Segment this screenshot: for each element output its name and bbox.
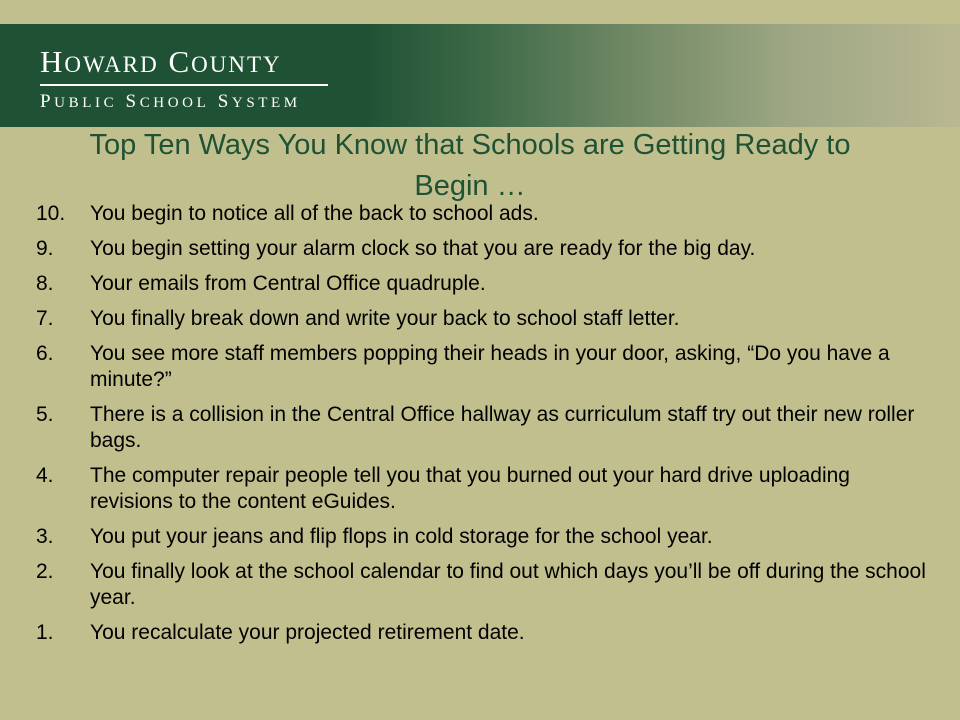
- item-number: 1.: [36, 621, 54, 644]
- list-item: [36, 524, 926, 550]
- item-number: 5.: [36, 403, 54, 426]
- item-text: You see more staff members popping their heads in your door, asking, “Do you have a minute?”: [90, 342, 890, 391]
- slide-title: Top Ten Ways You Know that Schools are Getting Ready to Begin …: [89, 129, 851, 202]
- item-number: 8.: [36, 272, 54, 295]
- list-item: [36, 341, 926, 393]
- list-item: [36, 271, 926, 297]
- item-number: 4.: [36, 464, 54, 487]
- item-text: You begin to notice all of the back to school ads.: [90, 202, 539, 225]
- item-text: You begin setting your alarm clock so that you are ready for the big day.: [90, 237, 756, 260]
- list-item: [36, 559, 926, 611]
- item-text: There is a collision in the Central Office hallway as curriculum staff try out their new roller bags.: [90, 403, 915, 452]
- item-text: You finally break down and write your back to school staff letter.: [90, 307, 680, 330]
- list-item: [36, 306, 926, 332]
- item-number: 3.: [36, 525, 54, 548]
- item-number: 10.: [36, 202, 66, 225]
- logo-line1: [40, 24, 328, 82]
- item-text: You finally look at the school calendar to find out which days you’ll be off during the school year.: [90, 560, 926, 609]
- item-number: 6.: [36, 342, 54, 365]
- list-item: [36, 201, 926, 227]
- item-text: Your emails from Central Office quadruple.: [90, 272, 486, 295]
- item-number: 7.: [36, 307, 54, 330]
- list-item: [36, 620, 926, 646]
- district-logo: [40, 24, 328, 114]
- item-number: 2.: [36, 560, 54, 583]
- item-text: You put your jeans and flip flops in cold storage for the school year.: [90, 525, 713, 548]
- logo-line2-text: PUBLIC SCHOOL SYSTEM: [40, 91, 301, 112]
- logo-line2: [40, 91, 328, 114]
- logo-line1-text: HOWARD COUNTY: [40, 44, 282, 79]
- item-number: 9.: [36, 237, 54, 260]
- top-ten-list: [36, 201, 926, 655]
- list-item: [36, 463, 926, 515]
- list-item: [36, 236, 926, 262]
- item-text: The computer repair people tell you that you burned out your hard drive uploading revisions to the content eGuides.: [90, 464, 850, 513]
- item-text: You recalculate your projected retirement date.: [90, 621, 525, 644]
- list-item: [36, 402, 926, 454]
